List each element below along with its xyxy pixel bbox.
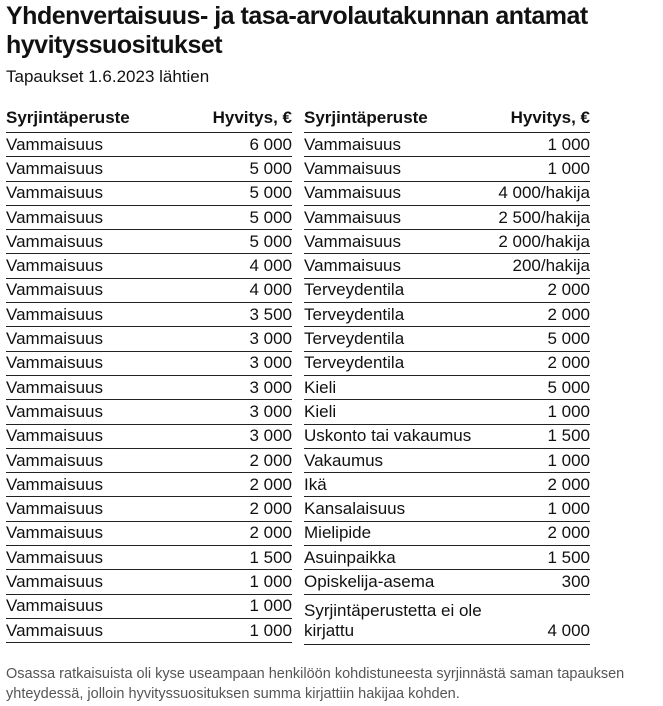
table-header-row xyxy=(304,104,590,133)
cell-ground: Vammaisuus xyxy=(6,254,176,278)
cell-amount: 1 000 xyxy=(494,497,590,521)
cell-amount: 1 000 xyxy=(494,133,590,157)
cell-ground: Vammaisuus xyxy=(6,181,176,205)
table-row xyxy=(304,133,590,157)
table-row xyxy=(6,303,292,327)
cell-amount: 5 000 xyxy=(176,157,292,181)
table-row xyxy=(304,254,590,278)
table-body-right xyxy=(304,133,590,645)
table-row xyxy=(304,181,590,205)
cell-ground: Vammaisuus xyxy=(6,230,176,254)
table-row xyxy=(304,594,590,644)
cell-amount: 6 000 xyxy=(176,133,292,157)
cell-amount: 5 000 xyxy=(176,205,292,229)
cell-ground: Vammaisuus xyxy=(6,618,176,642)
cell-amount: 2 000 xyxy=(494,473,590,497)
table-row xyxy=(6,230,292,254)
cell-ground: Vammaisuus xyxy=(6,133,176,157)
table-row xyxy=(6,424,292,448)
cell-ground: Terveydentila xyxy=(304,303,494,327)
cell-ground: Vammaisuus xyxy=(304,205,494,229)
cell-ground: Opiskelija-asema xyxy=(304,570,494,594)
table-row xyxy=(304,546,590,570)
table-row xyxy=(6,594,292,618)
cell-ground: Vammaisuus xyxy=(6,303,176,327)
cell-ground: Vammaisuus xyxy=(6,205,176,229)
cell-ground: Vammaisuus xyxy=(6,157,176,181)
cell-ground: Vammaisuus xyxy=(6,594,176,618)
cell-amount: 1 000 xyxy=(176,618,292,642)
table-row xyxy=(6,400,292,424)
cell-ground: Mielipide xyxy=(304,521,494,545)
cell-amount: 2 000 xyxy=(176,521,292,545)
cell-amount: 4 000 xyxy=(176,278,292,302)
page-subtitle: Tapaukset 1.6.2023 lähtien xyxy=(6,67,210,86)
table-row xyxy=(6,546,292,570)
table-row xyxy=(304,205,590,229)
cell-amount: 2 000 xyxy=(494,521,590,545)
cell-ground: Vammaisuus xyxy=(6,400,176,424)
page-title: Yhdenvertaisuus- ja tasa-arvolautakunnan antamat hyvityssuositukset xyxy=(6,2,588,59)
cell-amount: 1 000 xyxy=(494,157,590,181)
table-row xyxy=(304,351,590,375)
cell-ground: Vammaisuus xyxy=(6,375,176,399)
cell-amount: 3 000 xyxy=(176,351,292,375)
cell-ground: Vammaisuus xyxy=(304,181,494,205)
table-row xyxy=(6,570,292,594)
table-row xyxy=(304,327,590,351)
cell-amount: 5 000 xyxy=(176,230,292,254)
column-header-compensation: Hyvitys, € xyxy=(176,104,292,133)
cell-amount: 200/hakija xyxy=(494,254,590,278)
table-row xyxy=(304,230,590,254)
cell-ground: Uskonto tai vakaumus xyxy=(304,424,494,448)
compensation-table-left xyxy=(6,104,292,643)
cell-amount: 300 xyxy=(494,570,590,594)
table-row xyxy=(6,448,292,472)
table-body-left xyxy=(6,133,292,643)
table-row xyxy=(6,351,292,375)
cell-ground: Ikä xyxy=(304,473,494,497)
cell-amount: 4 000 xyxy=(494,594,590,644)
footnote: Osassa ratkaisuista oli kyse useampaan henkilöön kohdistuneesta syrjinnästä saman tapauksen yhteydessä, jolloin hyvityssuosituksen summa kirjattiin hakijaa kohden. xyxy=(6,666,625,702)
cell-ground: Asuinpaikka xyxy=(304,546,494,570)
cell-amount: 5 000 xyxy=(176,181,292,205)
compensation-table-right xyxy=(304,104,590,645)
table-row xyxy=(6,181,292,205)
table-row xyxy=(304,157,590,181)
cell-amount: 2 500/hakija xyxy=(494,205,590,229)
cell-ground: Terveydentila xyxy=(304,351,494,375)
table-row xyxy=(304,448,590,472)
cell-amount: 2 000 xyxy=(494,351,590,375)
table-row xyxy=(6,521,292,545)
cell-amount: 4 000 xyxy=(176,254,292,278)
cell-ground: Vammaisuus xyxy=(304,230,494,254)
cell-amount: 4 000/hakija xyxy=(494,181,590,205)
table-row xyxy=(6,254,292,278)
cell-amount: 3 500 xyxy=(176,303,292,327)
table-row xyxy=(6,278,292,302)
cell-amount: 1 500 xyxy=(494,546,590,570)
cell-ground: Vammaisuus xyxy=(6,424,176,448)
cell-ground: Vakaumus xyxy=(304,448,494,472)
cell-amount: 1 500 xyxy=(494,424,590,448)
table-row xyxy=(304,473,590,497)
cell-ground: Vammaisuus xyxy=(304,133,494,157)
cell-ground: Vammaisuus xyxy=(6,327,176,351)
table-row xyxy=(6,133,292,157)
cell-amount: 5 000 xyxy=(494,327,590,351)
cell-ground: Kansalaisuus xyxy=(304,497,494,521)
cell-ground: Terveydentila xyxy=(304,278,494,302)
cell-ground: Vammaisuus xyxy=(6,278,176,302)
cell-amount: 1 500 xyxy=(176,546,292,570)
table-row xyxy=(6,327,292,351)
cell-ground: Vammaisuus xyxy=(6,351,176,375)
column-header-ground: Syrjintäperuste xyxy=(304,104,494,133)
cell-amount: 3 000 xyxy=(176,400,292,424)
cell-amount: 1 000 xyxy=(494,400,590,424)
cell-amount: 5 000 xyxy=(494,375,590,399)
cell-ground: Syrjintäperustetta ei ole kirjattu xyxy=(304,594,494,644)
table-row xyxy=(304,497,590,521)
cell-amount: 2 000 xyxy=(176,473,292,497)
cell-amount: 3 000 xyxy=(176,375,292,399)
cell-amount: 2 000 xyxy=(176,497,292,521)
table-row xyxy=(6,618,292,642)
table-row xyxy=(304,521,590,545)
cell-amount: 1 000 xyxy=(176,570,292,594)
cell-amount: 2 000 xyxy=(176,448,292,472)
table-row xyxy=(6,157,292,181)
table-row xyxy=(304,400,590,424)
table-row xyxy=(304,424,590,448)
cell-ground: Terveydentila xyxy=(304,327,494,351)
table-row xyxy=(6,473,292,497)
cell-ground: Kieli xyxy=(304,375,494,399)
cell-amount: 2 000/hakija xyxy=(494,230,590,254)
cell-amount: 2 000 xyxy=(494,303,590,327)
table-row xyxy=(304,278,590,302)
cell-amount: 1 000 xyxy=(176,594,292,618)
cell-ground: Vammaisuus xyxy=(6,570,176,594)
cell-ground: Vammaisuus xyxy=(6,521,176,545)
cell-amount: 2 000 xyxy=(494,278,590,302)
cell-amount: 3 000 xyxy=(176,327,292,351)
cell-ground: Vammaisuus xyxy=(304,254,494,278)
table-row xyxy=(304,303,590,327)
table-row xyxy=(6,205,292,229)
cell-ground: Kieli xyxy=(304,400,494,424)
cell-ground: Vammaisuus xyxy=(304,157,494,181)
table-row xyxy=(304,570,590,594)
table-row xyxy=(6,497,292,521)
column-header-ground: Syrjintäperuste xyxy=(6,104,176,133)
cell-amount: 3 000 xyxy=(176,424,292,448)
column-header-compensation: Hyvitys, € xyxy=(494,104,590,133)
cell-ground: Vammaisuus xyxy=(6,448,176,472)
cell-ground: Vammaisuus xyxy=(6,473,176,497)
cell-ground: Vammaisuus xyxy=(6,546,176,570)
cell-ground: Vammaisuus xyxy=(6,497,176,521)
table-row xyxy=(304,375,590,399)
table-header-row xyxy=(6,104,292,133)
table-row xyxy=(6,375,292,399)
cell-amount: 1 000 xyxy=(494,448,590,472)
